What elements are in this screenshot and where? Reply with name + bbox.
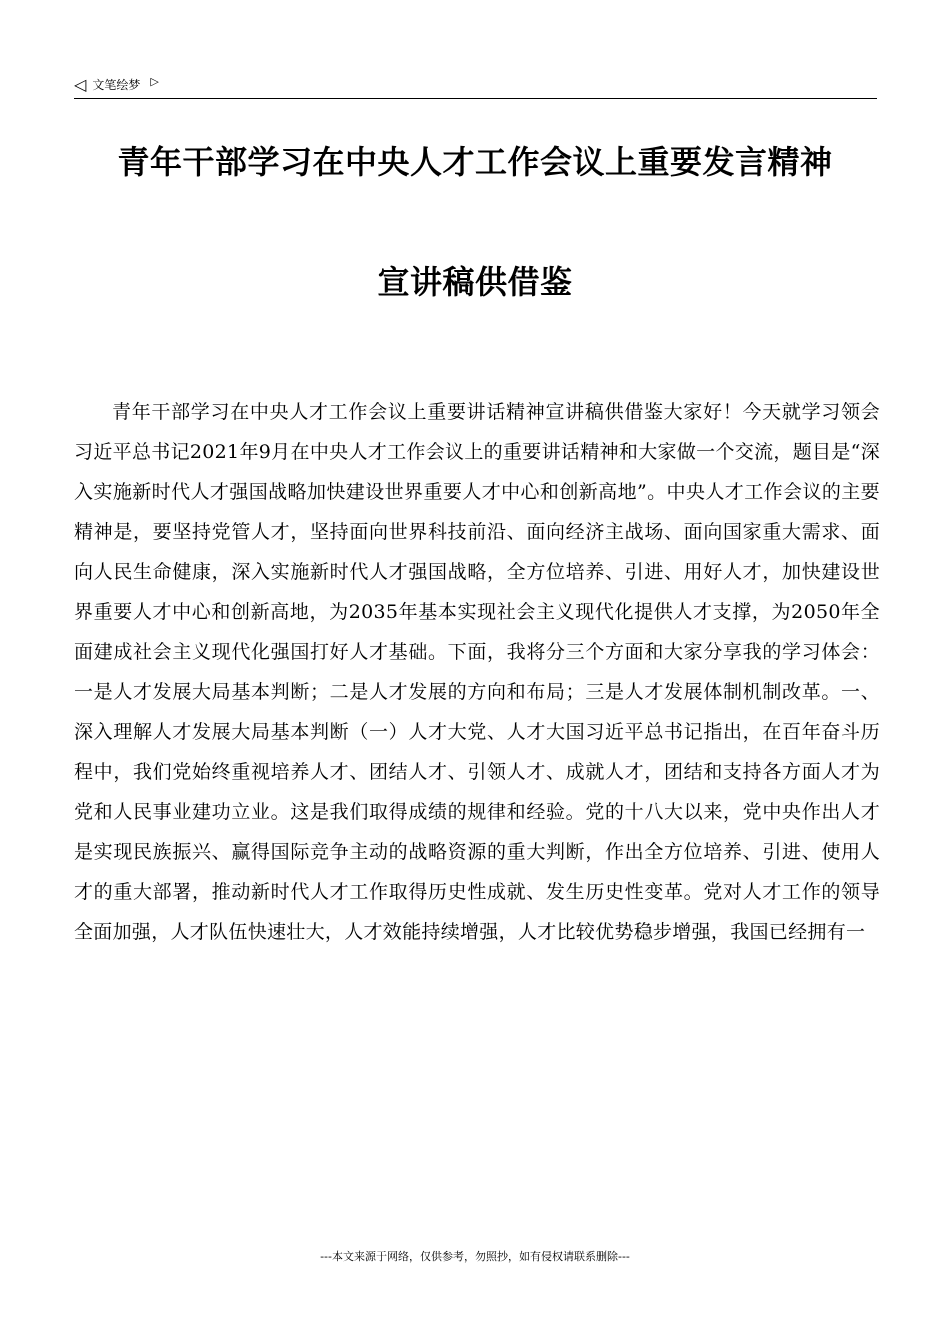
- document-body: [74, 392, 880, 952]
- header-brand-group: [74, 76, 159, 93]
- page-header: [74, 72, 877, 99]
- left-triangle-icon: ◁: [74, 74, 87, 94]
- right-triangle-icon: ▷: [150, 74, 159, 88]
- header-brand: 文笔绘梦: [92, 78, 141, 92]
- document-title-line2: 宣讲稿供借鉴: [377, 263, 573, 301]
- footer-notice: ---本文来源于网络，仅供参考，勿照抄，如有侵权请联系删除---: [320, 1250, 630, 1263]
- body-paragraph: 青年干部学习在中央人才工作会议上重要讲话精神宣讲稿供借鉴大家好！今天就学习领会习近平总书记2021年9月在中央人才工作会议上的重要讲话精神和大家做一个交流，题目是“深入实施新时代人才强国战略加快建设世界重要人才中心和创新高地”。中央人才工作会议的主要精神是，要坚持党管人才，坚持面向世界科技前沿、面向经济主战场、面向国家重大需求、面向人民生命健康，深入实施新时代人才强国战略，全方位培养、引进、用好人才，加快建设世界重要人才中心和创新高地，为2035年基本实现社会主义现代化提供人才支撑，为2050年全面建成社会主义现代化强国打好人才基础。下面，我将分三个方面和大家分享我的学习体会：一是人才发展大局基本判断；二是人才发展的方向和布局；三是人才发展体制机制改革。一、深入理解人才发展大局基本判断（一）人才大党、人才大国习近平总书记指出，在百年奋斗历程中，我们党始终重视培养人才、团结人才、引领人才、成就人才，团结和支持各方面人才为党和人民事业建功立业。这是我们取得成绩的规律和经验。党的十八大以来，党中央作出人才是实现民族振兴、赢得国际竞争主动的战略资源的重大判断，作出全方位培养、引进、使用人才的重大部署，推动新时代人才工作取得历史性成就、发生历史性变革。党对人才工作的领导全面加强，人才队伍快速壮大，人才效能持续增强，人才比较优势稳步增强，我国已经拥有一: [74, 401, 880, 943]
- document-title-line1: 青年干部学习在中央人才工作会议上重要发言精神: [117, 143, 833, 181]
